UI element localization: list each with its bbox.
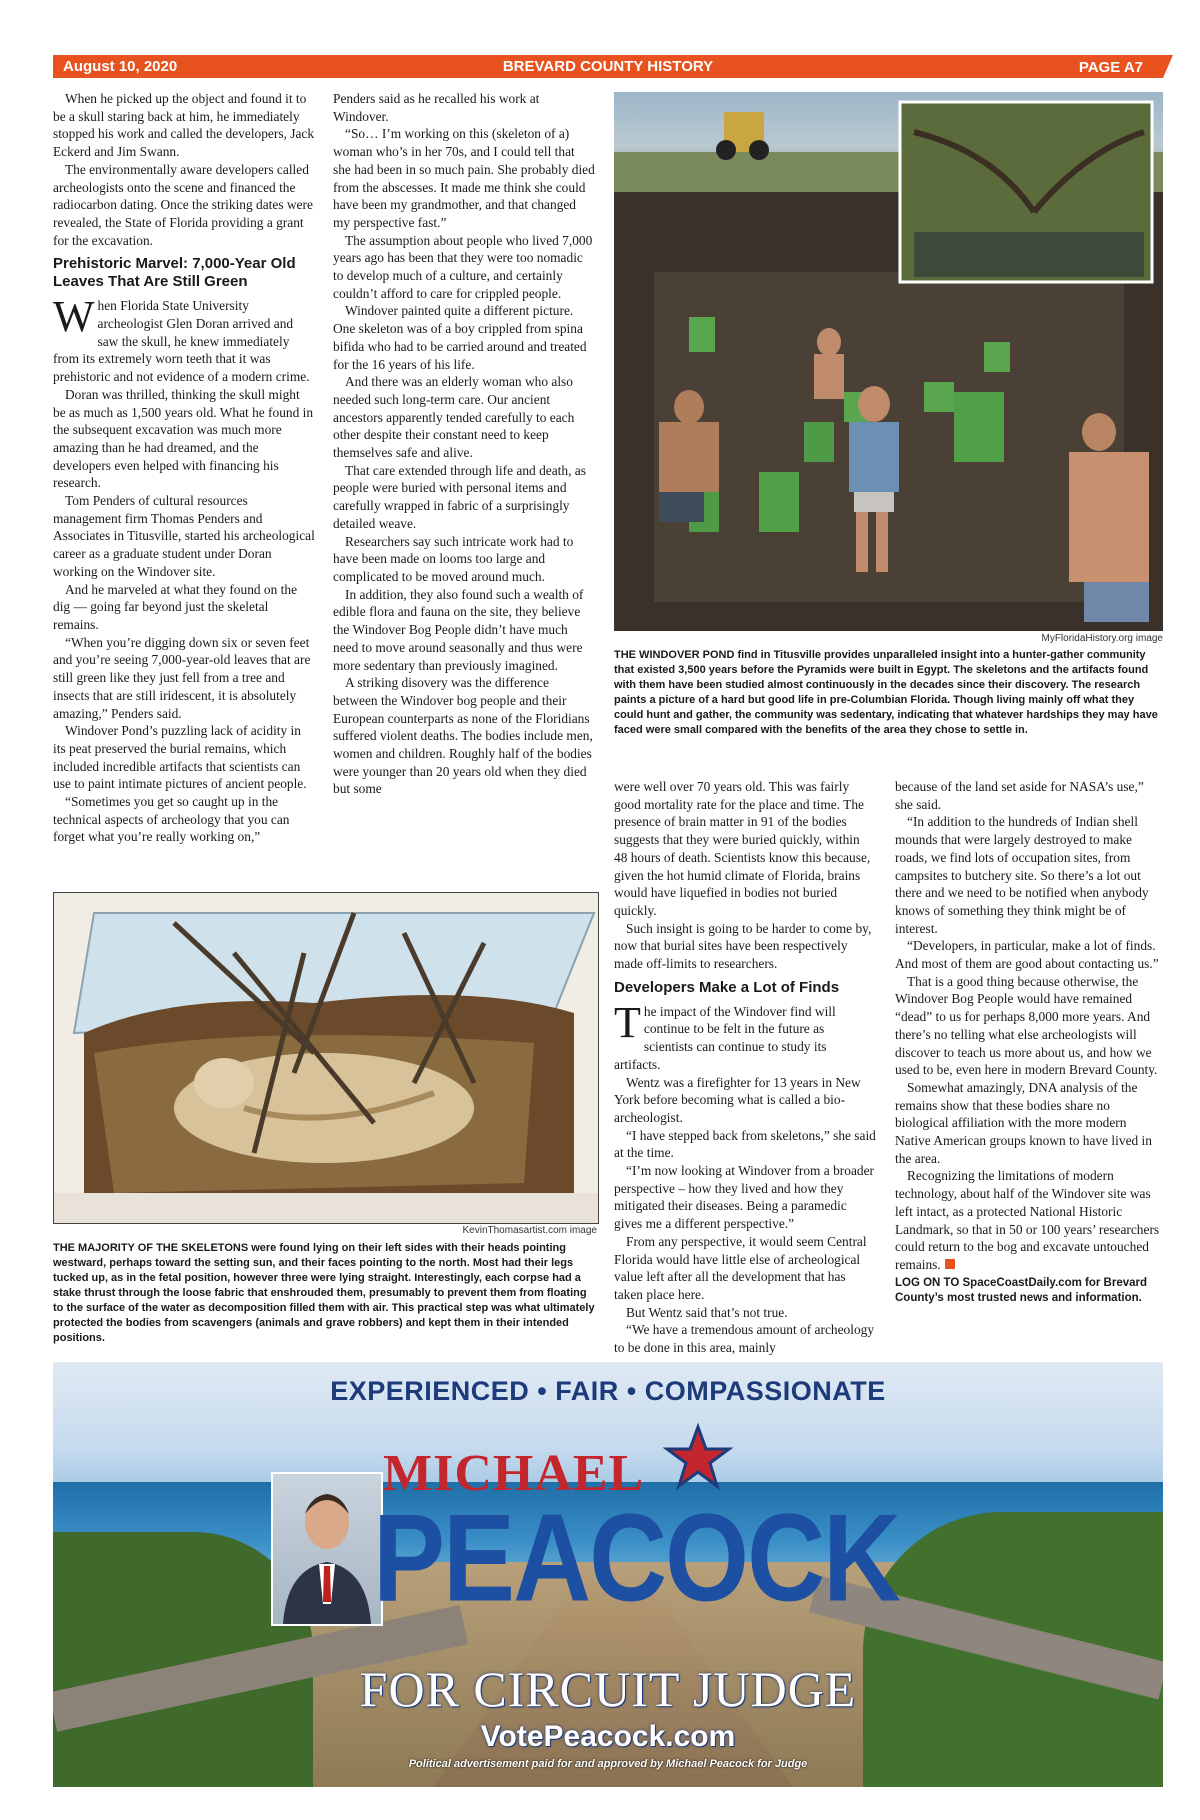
- paragraph-text: Recognizing the limitations of modern technology, about half of the Windover site was left intact, as a protected National Historic Landmark, so that in 50 or 100 years’ researchers could return to the bog and excavate untouched remains.: [895, 1168, 1160, 1272]
- ad-disclaimer: Political advertisement paid for and approved by Michael Peacock for Judge: [408, 1758, 808, 1770]
- paragraph-text: hen Florida State University archeologist Glen Doran arrived and saw the skull, he knew immediately from its extremely worn teeth that it was prehistoric and not evidence of a modern crime.: [53, 298, 310, 385]
- paragraph: “I’m now looking at Windover from a broader perspective – how they lived and how they mitigated their diseases. Being a paramedic gives me a different perspective.”: [614, 1163, 874, 1232]
- drop-cap: T: [614, 997, 641, 1047]
- caption-text: find in Titusville provides unparalleled insight into a hunter-gather community that existed 3,500 years before the Pyramids were built in Egypt. The skeletons and the artifacts found with them have been studied almost continuously in the decades since their discovery. The research paints a picture of a hard but good life in pre-Columbian Florida. Though living mainly off what they could hunt and gather, the community was sedentary, indicating that whatever hardships they may have faced were small compared with the benefits of the area they chose to settle in.: [614, 649, 1158, 736]
- article-column-4: [895, 778, 1163, 1306]
- paragraph: From any perspective, it would seem Central Florida would have little else of archeological value left after all the development that has taken place here.: [614, 1233, 867, 1302]
- paragraph: Windover painted quite a different picture. One skeleton was of a boy crippled from spina bifida who had to be carried around and treated for the 16 years of his life.: [333, 303, 587, 372]
- paragraph: “In addition to the hundreds of Indian shell mounds that were largely destroyed to make roads, we find lots of occupation sites, from campsites to butchery site. So there’s a lot out there and we need to be notified when anybody knows of something they think might be of interest.: [895, 814, 1149, 936]
- paragraph: Such insight is going to be harder to come by, now that burial sites have been respectively made off-limits to researchers.: [614, 920, 872, 972]
- excavation-photo-illustration: [614, 92, 1163, 631]
- paragraph: And he marveled at what they found on the dig — going far beyond just the skeletal remains.: [53, 581, 298, 632]
- paragraph: Researchers say such intricate work had to have been made on looms too large and complicated to be moved around much.: [333, 533, 574, 584]
- excavation-photo: [614, 92, 1163, 631]
- paragraph: And there was an elderly woman who also needed such long-term care. Our ancient ancestors apparently tended carefully to each other despite their constant need to keep themselves safe and alive.: [333, 374, 575, 461]
- paragraph: The assumption about people who lived 7,000 years ago has been that they were too nomadic to develop much of a culture, and certainly couldn’t afford to care for crippled people.: [333, 232, 593, 301]
- paragraph: “So… I’m working on this (skeleton of a) woman who’s in her 70s, and I could tell that she had been in so much pain. She probably died from the abscesses. It made me think she could have been my grandmother, and that changed my perspective fast.”: [333, 126, 595, 230]
- paragraph: But Wentz said that’s not true.: [626, 1304, 788, 1320]
- ad-tagline: EXPERIENCED • FAIR • COMPASSIONATE: [330, 1376, 886, 1406]
- candidate-last-name: PEACOCK: [373, 1487, 900, 1627]
- paragraph: [895, 1167, 1163, 1273]
- paragraph: “Developers, in particular, make a lot of finds. And most of them are good about contacting us.”: [895, 938, 1159, 972]
- illustration-caption: [53, 1241, 597, 1346]
- paragraph: because of the land set aside for NASA’s use,” she said.: [895, 779, 1144, 812]
- subheading: Prehistoric Marvel: 7,000-Year Old Leaves That Are Still Green: [53, 255, 296, 291]
- drop-cap: W: [53, 292, 95, 342]
- paragraph: “Sometimes you get so caught up in the technical aspects of archeology that you can forget what you’re really working on,”: [53, 794, 290, 845]
- campaign-website-link[interactable]: VotePeacock.com: [480, 1720, 736, 1753]
- caption-lead: THE MAJORITY OF THE SKELETONS: [53, 1242, 249, 1254]
- paragraph: The environmentally aware developers called archeologists onto the scene and financed the radiocarbon dating. Once the striking dates were revealed, the State of Florida providing a grant for the excavation.: [53, 161, 313, 248]
- paragraph: A striking disovery was the difference between the Windover bog people and their European counterparts as none of the Floridians suffered violent deaths. The bodies include men, women and children. Roughly half of the bodies were younger than 20 years old when they died but some: [333, 675, 593, 797]
- paragraph: Windover Pond’s puzzling lack of acidity in its peat preserved the burial remains, which included incredible artifacts that scientists can use to paint intimate pictures of ancient people.: [53, 723, 307, 792]
- office-sought: FOR CIRCUIT JUDGE: [359, 1661, 857, 1717]
- photo-credit: MyFloridaHistory.org image: [1041, 633, 1163, 644]
- campaign-advertisement[interactable]: [53, 1362, 1163, 1787]
- paragraph: That is a good thing because otherwise, the Windover Bog People would have remained “dead” to us for perhaps 8,000 more years. And there’s no telling what else archeologists will discover to teach us more about us, and how we used to be, even here in modern Brevard County.: [895, 973, 1158, 1078]
- paragraph: “When you’re digging down six or seven feet and you’re seeing 7,000-year-old leaves that are still green like they just fell from a tree and insects that are still iridescent, it is absolutely amazing,” Penders said.: [53, 634, 311, 721]
- paragraph: [614, 997, 876, 1074]
- end-mark: [945, 1259, 955, 1269]
- page-number: PAGE A7: [1078, 59, 1143, 76]
- paragraph: Wentz was a firefighter for 13 years in New York before becoming what is called a bio-archeologist.: [614, 1074, 861, 1125]
- candidate-portrait: [273, 1474, 381, 1624]
- header-tab: [1163, 55, 1173, 78]
- burial-illustration: [53, 892, 599, 1224]
- paragraph-text: he impact of the Windover find will continue to be felt in the future as scientists can continue to study its artifacts.: [614, 1003, 836, 1072]
- photo-caption: [614, 648, 1163, 738]
- paragraph: Somewhat amazingly, DNA analysis of the remains show that these bodies share no biological affiliation with the more modern Native American groups known to have lived in the area.: [895, 1079, 1152, 1166]
- star-icon: [663, 1422, 733, 1492]
- paragraph: Doran was thrilled, thinking the skull might be as much as 1,500 years old. What he found in the subsequent excavation was much more amazing than he had dreamed, and the developers even helped with financing his research.: [53, 386, 314, 491]
- paragraph: were well over 70 years old. This was fairly good mortality rate for the place and time. The presence of brain matter in 91 of the bodies suggests that they were buried quickly, within 48 hours of death. Scientists know this because, given the hot humid climate of Florida, brains would have liquefied in bodies not buried quickly.: [614, 779, 871, 918]
- article-column-2: [333, 90, 595, 798]
- article-column-1: [53, 90, 315, 846]
- website-promo: LOG ON TO SpaceCoastDaily.com for Brevard County’s most trusted news and information.: [895, 1276, 1148, 1304]
- paragraph: Penders said as he recalled his work at Windover.: [333, 91, 540, 124]
- burial-illustration-art: [54, 893, 598, 1223]
- subheading: Developers Make a Lot of Finds: [614, 978, 840, 996]
- paragraph: “We have a tremendous amount of archeology to be done in this area, mainly: [614, 1322, 875, 1356]
- paragraph: In addition, they also found such a wealth of edible flora and fauna on the site, they believe the Windover Bog People didn’t have much need to move around seasonally and thus were more sedentary than previously imagined.: [333, 586, 584, 673]
- illustration-credit: KevinThomasartist.com image: [462, 1225, 597, 1236]
- candidate-photo: [271, 1472, 383, 1626]
- paragraph: When he picked up the object and found it to be a skull staring back at him, he immediately stopped his work and called the developers, Jack Eckerd and Jim Swann.: [53, 91, 315, 160]
- page-header-bar: [53, 55, 1163, 78]
- paragraph: [53, 292, 315, 386]
- section-title: BREVARD COUNTY HISTORY: [502, 58, 714, 75]
- caption-text: were found lying on their left sides with their heads pointing westward, perhaps toward the setting sun, and their faces pointing to the north. Most had their legs tucked up, as in the fetal position, however three were lying straight. Interestingly, each corpse had a stake thrust through the loose fabric that enshrouded them, presumably to prevent them from floating to the surface of the water as decomposition filled them with air. This practical step was what ultimately protected the bodies from scavengers (animals and grave robbers) and kept them in their intended positions.: [53, 1242, 595, 1344]
- caption-lead: THE WINDOVER POND: [614, 649, 735, 661]
- candidate-first-name: MICHAEL: [383, 1445, 645, 1502]
- paragraph: That care extended through life and death, as people were buried with personal items and carefully wrapped in fabric of a surprisingly detailed weave.: [333, 462, 586, 531]
- paragraph: Tom Penders of cultural resources management firm Thomas Penders and Associates in Titusville, started his archeological career as a graduate student under Doran working on the Windover site.: [53, 493, 315, 579]
- article-column-3: [614, 778, 876, 1357]
- issue-date: August 10, 2020: [63, 58, 178, 75]
- paragraph: “I have stepped back from skeletons,” she said at the time.: [614, 1127, 876, 1161]
